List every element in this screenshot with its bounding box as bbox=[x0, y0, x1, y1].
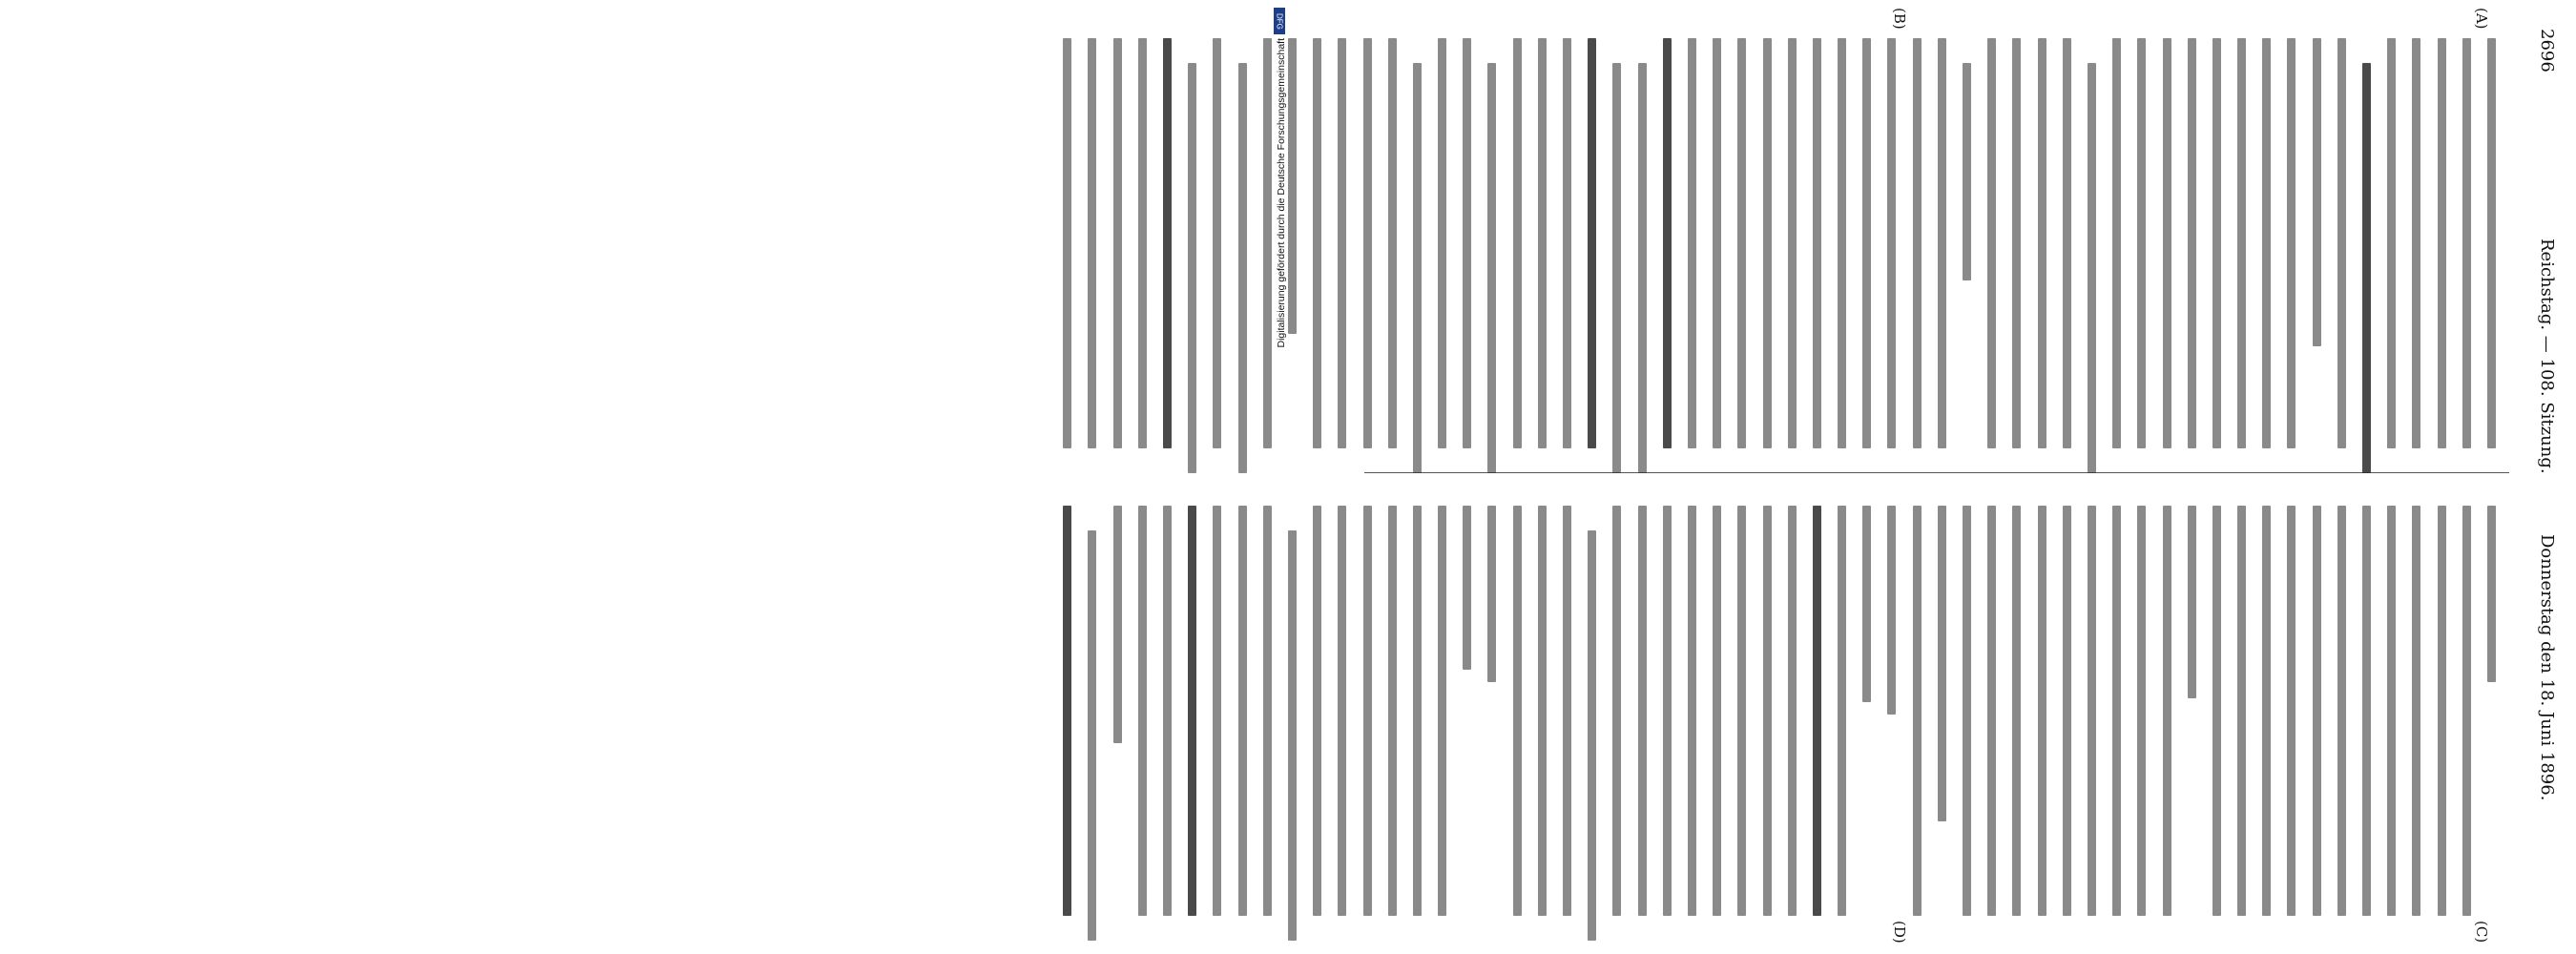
text-line-placeholder bbox=[2202, 506, 2221, 916]
text-line-placeholder bbox=[1952, 506, 1971, 916]
text-line-placeholder bbox=[1327, 38, 1346, 448]
text-line-placeholder bbox=[1927, 38, 1946, 448]
text-line-placeholder bbox=[1253, 506, 1272, 916]
margin-marker-b: (B) bbox=[1891, 8, 1908, 30]
text-line-placeholder bbox=[2276, 38, 2296, 448]
text-line-placeholder bbox=[2252, 38, 2271, 448]
text-line-placeholder bbox=[1902, 506, 1922, 916]
text-line-placeholder bbox=[1677, 506, 1696, 916]
text-line-placeholder bbox=[1153, 38, 1172, 448]
text-line-placeholder bbox=[2377, 38, 2396, 448]
text-line-placeholder bbox=[1477, 506, 1496, 916]
margin-marker-c: (C) bbox=[2473, 921, 2490, 944]
margin-marker-a: (A) bbox=[2473, 8, 2490, 30]
text-line-placeholder bbox=[2177, 38, 2196, 448]
text-line-placeholder bbox=[1452, 506, 1471, 916]
text-line-placeholder bbox=[2426, 506, 2445, 916]
text-line-placeholder bbox=[1977, 506, 1996, 916]
text-line-placeholder bbox=[1852, 506, 1871, 916]
text-line-placeholder bbox=[1128, 506, 1147, 916]
digitization-note: Digitalisierung gefördert durch die Deutsche Forschungsgemeinschaft bbox=[1276, 38, 1287, 348]
text-line-placeholder bbox=[1427, 38, 1446, 448]
text-line-placeholder bbox=[1052, 506, 1071, 916]
text-line-placeholder bbox=[1302, 506, 1321, 916]
text-line-placeholder bbox=[2302, 506, 2321, 916]
text-line-placeholder bbox=[2377, 506, 2396, 916]
text-line-placeholder bbox=[2327, 506, 2346, 916]
text-line-placeholder bbox=[2352, 506, 2371, 916]
text-line-placeholder bbox=[2052, 38, 2071, 448]
text-line-placeholder bbox=[1452, 38, 1471, 448]
text-line-placeholder bbox=[1627, 506, 1646, 916]
text-line-placeholder bbox=[2477, 38, 2496, 448]
text-line-placeholder bbox=[2401, 506, 2420, 916]
text-line-placeholder bbox=[2151, 506, 2171, 916]
text-line-placeholder bbox=[1327, 506, 1346, 916]
text-line-placeholder bbox=[1177, 38, 1196, 448]
session-title: Reichstag. — 108. Sitzung. bbox=[2537, 238, 2557, 474]
text-line-placeholder bbox=[1227, 38, 1246, 448]
text-line-placeholder bbox=[2477, 506, 2496, 916]
text-line-placeholder bbox=[2026, 506, 2046, 916]
text-line-placeholder bbox=[1128, 38, 1147, 448]
text-line-placeholder bbox=[2002, 506, 2021, 916]
text-line-placeholder bbox=[1827, 38, 1846, 448]
text-line-placeholder bbox=[2177, 506, 2196, 916]
text-line-placeholder bbox=[1777, 38, 1797, 448]
text-line-placeholder bbox=[1852, 38, 1871, 448]
text-line-placeholder bbox=[1652, 38, 1672, 448]
text-line-placeholder bbox=[1977, 38, 1996, 448]
text-line-placeholder bbox=[2452, 506, 2471, 916]
text-line-placeholder bbox=[1202, 38, 1221, 448]
text-line-placeholder bbox=[1378, 506, 1397, 916]
text-line-placeholder bbox=[2127, 38, 2146, 448]
text-column-left bbox=[1376, 38, 2502, 448]
text-line-placeholder bbox=[1727, 38, 1746, 448]
text-line-placeholder bbox=[1577, 38, 1596, 448]
text-line-placeholder bbox=[1952, 38, 1971, 448]
text-line-placeholder bbox=[2026, 38, 2046, 448]
column-divider bbox=[1364, 472, 2509, 473]
text-line-placeholder bbox=[1752, 506, 1771, 916]
text-line-placeholder bbox=[1352, 38, 1371, 448]
text-line-placeholder bbox=[1503, 38, 1522, 448]
text-line-placeholder bbox=[1827, 506, 1846, 916]
text-line-placeholder bbox=[1253, 38, 1272, 448]
text-line-placeholder bbox=[2127, 506, 2146, 916]
text-line-placeholder bbox=[2327, 38, 2346, 448]
text-line-placeholder bbox=[2401, 38, 2420, 448]
text-line-placeholder bbox=[2102, 506, 2121, 916]
text-line-placeholder bbox=[2102, 38, 2121, 448]
text-line-placeholder bbox=[2052, 506, 2071, 916]
text-line-placeholder bbox=[2352, 38, 2371, 448]
text-line-placeholder bbox=[2276, 506, 2296, 916]
text-line-placeholder bbox=[2252, 506, 2271, 916]
margin-marker-d: (D) bbox=[1891, 921, 1908, 944]
text-line-placeholder bbox=[1902, 38, 1922, 448]
text-line-placeholder bbox=[2452, 38, 2471, 448]
text-line-placeholder bbox=[1802, 38, 1821, 448]
text-line-placeholder bbox=[2077, 506, 2096, 916]
text-line-placeholder bbox=[1202, 506, 1221, 916]
text-line-placeholder bbox=[1552, 506, 1571, 916]
text-line-placeholder bbox=[1352, 506, 1371, 916]
text-line-placeholder bbox=[1927, 506, 1946, 916]
text-line-placeholder bbox=[1503, 506, 1522, 916]
text-line-placeholder bbox=[1652, 506, 1672, 916]
text-line-placeholder bbox=[1427, 506, 1446, 916]
text-line-placeholder bbox=[1677, 38, 1696, 448]
text-line-placeholder bbox=[1278, 506, 1297, 916]
text-line-placeholder bbox=[1702, 38, 1721, 448]
text-line-placeholder bbox=[1527, 38, 1547, 448]
text-line-placeholder bbox=[1103, 506, 1122, 916]
text-line-placeholder bbox=[1302, 38, 1321, 448]
text-line-placeholder bbox=[1378, 38, 1397, 448]
text-line-placeholder bbox=[1727, 506, 1746, 916]
text-line-placeholder bbox=[1402, 506, 1422, 916]
text-line-placeholder bbox=[1153, 506, 1172, 916]
text-line-placeholder bbox=[2002, 38, 2021, 448]
text-line-placeholder bbox=[1052, 38, 1071, 448]
text-line-placeholder bbox=[1527, 506, 1547, 916]
text-line-placeholder bbox=[1402, 38, 1422, 448]
text-line-placeholder bbox=[1077, 38, 1096, 448]
text-line-placeholder bbox=[1602, 38, 1621, 448]
text-line-placeholder bbox=[1602, 506, 1621, 916]
running-header bbox=[2524, 0, 2557, 954]
text-line-placeholder bbox=[1103, 38, 1122, 448]
text-line-placeholder bbox=[2077, 38, 2096, 448]
text-line-placeholder bbox=[1802, 506, 1821, 916]
text-line-placeholder bbox=[1552, 38, 1571, 448]
text-line-placeholder bbox=[1877, 38, 1896, 448]
page-number: 2696 bbox=[2537, 29, 2557, 73]
text-column-right bbox=[1376, 506, 2502, 916]
text-line-placeholder bbox=[1627, 38, 1646, 448]
text-line-placeholder bbox=[2426, 38, 2445, 448]
text-line-placeholder bbox=[2227, 506, 2246, 916]
text-line-placeholder bbox=[1227, 506, 1246, 916]
text-line-placeholder bbox=[2202, 38, 2221, 448]
dfg-logo: DFG bbox=[1274, 8, 1285, 34]
session-date: Donnerstag den 18. Juni 1896. bbox=[2537, 534, 2557, 801]
text-line-placeholder bbox=[1077, 506, 1096, 916]
text-line-placeholder bbox=[1177, 506, 1196, 916]
text-line-placeholder bbox=[1577, 506, 1596, 916]
text-line-placeholder bbox=[2302, 38, 2321, 448]
text-line-placeholder bbox=[1877, 506, 1896, 916]
text-line-placeholder bbox=[1702, 506, 1721, 916]
text-line-placeholder bbox=[2227, 38, 2246, 448]
text-line-placeholder bbox=[2151, 38, 2171, 448]
text-line-placeholder bbox=[1752, 38, 1771, 448]
document-page bbox=[1336, 0, 2576, 954]
text-line-placeholder bbox=[1777, 506, 1797, 916]
text-line-placeholder bbox=[1477, 38, 1496, 448]
